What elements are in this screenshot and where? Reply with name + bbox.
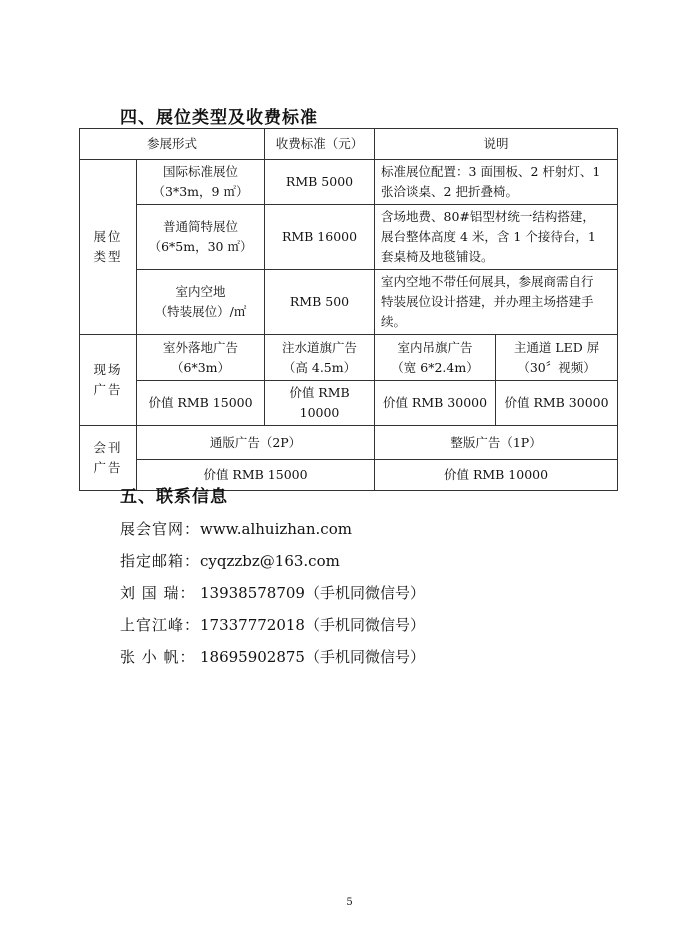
header-cell: 参展形式 (80, 129, 265, 160)
desc-line: 展台整体高度 4 米，含 1 个接待台，1 (381, 229, 596, 244)
contact-label: 指定邮箱： (120, 552, 201, 570)
ad-value: 价值 RMB 15000 (137, 381, 265, 426)
contact-value: www.alhuizhan.com (200, 520, 352, 538)
journal-category-label: 会刊 广告 (93, 440, 123, 475)
journal-category-cell (80, 426, 137, 491)
desc-line: 标准展位配置：3 面围板、2 杆射灯、1 (381, 164, 601, 179)
booth-spec: （6*5m，30 ㎡） (148, 239, 253, 254)
booth-desc (375, 160, 618, 205)
booth-name: 普通简特展位 (163, 219, 239, 234)
ad-value: 价值 RMB 30000 (375, 381, 496, 426)
table-row (80, 381, 618, 426)
contact-value: 18695902875（手机同微信号） (200, 648, 425, 666)
ad-name: 主通道 LED 屏 (513, 339, 600, 355)
booth-name-cell (137, 205, 265, 270)
contact-value: cyqzzbz@163.com (200, 552, 340, 570)
desc-line: 续。 (381, 314, 407, 329)
ad-spec: （6*3m） (171, 359, 231, 375)
table-row (80, 426, 618, 460)
desc-line: 张洽谈桌、2 把折叠椅。 (381, 184, 518, 199)
ad-category-label: 现场 广告 (93, 362, 123, 397)
list-item (120, 550, 340, 571)
ad-name-cell (375, 335, 496, 381)
journal-name: 通版广告（2P） (137, 426, 375, 460)
contact-value: 17337772018（手机同微信号） (200, 616, 425, 634)
ad-name-cell (137, 335, 265, 381)
booth-spec: （特装展位）/㎡ (154, 304, 247, 319)
section5-title: 五、联系信息 (120, 487, 228, 507)
list-item (120, 518, 352, 539)
booth-desc (375, 270, 618, 335)
journal-value: 价值 RMB 15000 (137, 460, 375, 491)
booth-name: 室内空地 (175, 284, 226, 299)
booth-desc (375, 205, 618, 270)
journal-value: 价值 RMB 10000 (375, 460, 618, 491)
ad-name: 注水道旗广告 (282, 339, 358, 355)
ad-name-cell (496, 335, 618, 381)
booth-category-cell (80, 160, 137, 335)
list-item (120, 614, 425, 635)
table-row (80, 160, 618, 205)
section4-title: 四、展位类型及收费标准 (120, 108, 318, 128)
table-row (80, 270, 618, 335)
table-row (80, 205, 618, 270)
ad-spec: （30〞视频） (517, 359, 596, 375)
contact-value: 13938578709（手机同微信号） (200, 584, 425, 602)
ad-category-cell (80, 335, 137, 426)
ad-name-cell (265, 335, 375, 381)
contact-label: 刘 国 瑞： (120, 584, 196, 602)
desc-line: 套桌椅及地毯铺设。 (381, 249, 494, 264)
desc-line: 含场地费、80#铝型材统一结构搭建， (381, 209, 595, 224)
list-item (120, 646, 425, 667)
table-row (80, 335, 618, 381)
booth-name-cell (137, 270, 265, 335)
ad-value: 价值 RMB 10000 (265, 381, 375, 426)
ad-name: 室内吊旗广告 (397, 339, 473, 355)
booth-category-label: 展位 类型 (93, 229, 123, 264)
journal-name: 整版广告（1P） (375, 426, 618, 460)
contact-label: 上官江峰： (120, 616, 201, 634)
ad-name: 室外落地广告 (163, 339, 239, 355)
booth-price: RMB 16000 (265, 205, 375, 270)
header-cell: 说明 (375, 129, 618, 160)
header-cell: 收费标准（元） (265, 129, 375, 160)
fee-table (79, 128, 618, 491)
booth-price: RMB 500 (265, 270, 375, 335)
booth-name: 国际标准展位 (163, 164, 239, 179)
booth-price: RMB 5000 (265, 160, 375, 205)
booth-name-cell (137, 160, 265, 205)
booth-spec: （3*3m，9 ㎡） (152, 184, 249, 199)
page-number: 5 (346, 897, 353, 908)
desc-line: 特装展位设计搭建，并办理主场搭建手 (381, 294, 594, 309)
ad-value: 价值 RMB 30000 (496, 381, 618, 426)
table-header-row (80, 129, 618, 160)
desc-line: 室内空地不带任何展具，参展商需自行 (381, 274, 594, 289)
contact-label: 展会官网： (120, 520, 201, 538)
list-item (120, 582, 425, 603)
ad-spec: （高 4.5m） (282, 359, 357, 375)
ad-spec: （宽 6*2.4m） (391, 359, 479, 375)
contact-label: 张 小 帆： (120, 648, 196, 666)
